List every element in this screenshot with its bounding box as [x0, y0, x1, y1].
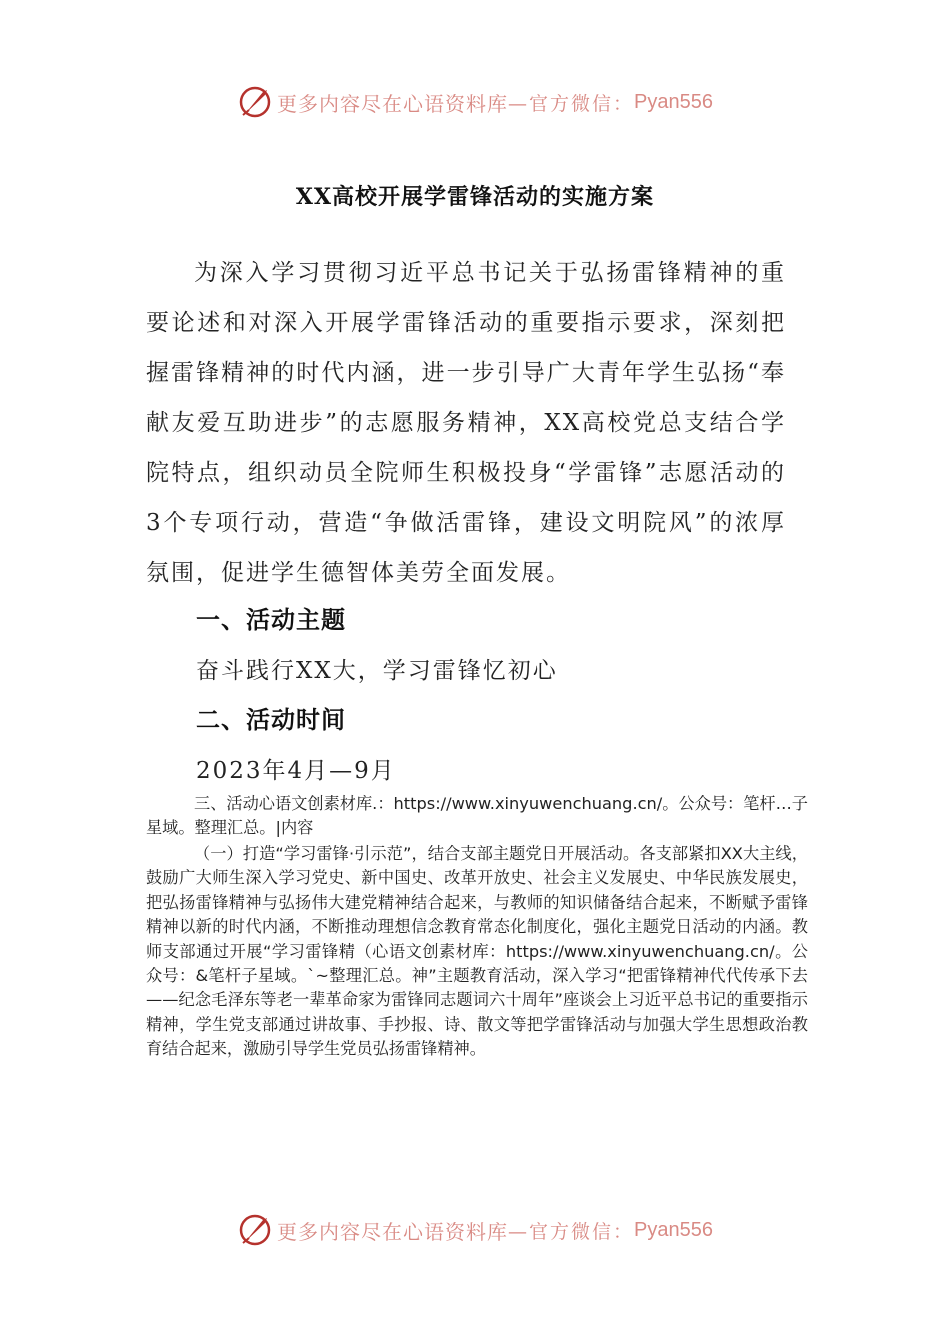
watermark-header: [0, 82, 950, 122]
document-title: XX高校开展学雷锋活动的实施方案: [295, 184, 655, 210]
quill-logo-icon: [237, 84, 273, 120]
watermark-footer: [0, 1210, 950, 1250]
section-heading-theme: 一、活动主题: [196, 606, 346, 634]
section-heading-time: 二、活动时间: [196, 706, 346, 734]
watermark-sub-text: —官方微信：: [508, 92, 635, 115]
watermark-main-text: 更多内容尽在心语资料库: [277, 91, 508, 116]
watermark-main-text: 更多内容尽在心语资料库: [277, 1219, 508, 1244]
watermark-sub-text: —官方微信：: [508, 1220, 635, 1243]
watermark-wechat-id: Pyan556: [634, 90, 713, 113]
section-text-theme: 奋斗践行XX大，学习雷锋忆初心: [196, 658, 558, 684]
watermark-wechat-id: Pyan556: [634, 1218, 713, 1241]
section-content-heading: 三、活动心语文创素材库.：https://www.xinyuwenchuang.cn/。公众号：笔杆…子星域。整理汇总。|内容: [146, 794, 808, 838]
quill-logo-icon: [237, 1212, 273, 1248]
section-text-time: 2023年4月—9月: [196, 758, 396, 784]
section-content-item-1: （一）打造“学习雷锋·引示范”，结合支部主题党日开展活动。各支部紧扣XX大主线，鼓励广大师生深入学习党史、新中国史、改革开放史、社会主义发展史、中华民族发展史，把弘扬雷锋精神与弘扬伟大建党精神结合起来，与教师的知识储备结合起来，不断赋予雷锋精神以新的时代内涵，不断推动理想信念教育常态化制度化，强化主题党日活动的内涵。教师支部通过开展“学习雷锋精（心语文创素材库：https://www.xinyuwenchuang.cn/。公众号：&笔杆子星域。`~整理汇总。神”主题教育活动，深入学习“把雷锋精神代代传承下去——纪念毛泽东等老一辈革命家为雷锋同志题词六十周年”座谈会上习近平总书记的重要指示精神，学生党支部通过讲故事、手抄报、诗、散文等把学雷锋活动与加强大学生思想政治教育结合起来，激励引导学生党员弘扬雷锋精神。: [146, 844, 808, 1059]
intro-paragraph: 为深入学习贯彻习近平总书记关于弘扬雷锋精神的重要论述和对深入开展学雷锋活动的重要指示要求，深刻把握雷锋精神的时代内涵，进一步引导广大青年学生弘扬“奉献友爱互助进步”的志愿服务精神，XX高校党总支结合学院特点，组织动员全院师生积极投身“学雷锋”志愿活动的3个专项行动，营造“争做活雷锋，建设文明院风”的浓厚氛围，促进学生德智体美劳全面发展。: [146, 260, 786, 586]
